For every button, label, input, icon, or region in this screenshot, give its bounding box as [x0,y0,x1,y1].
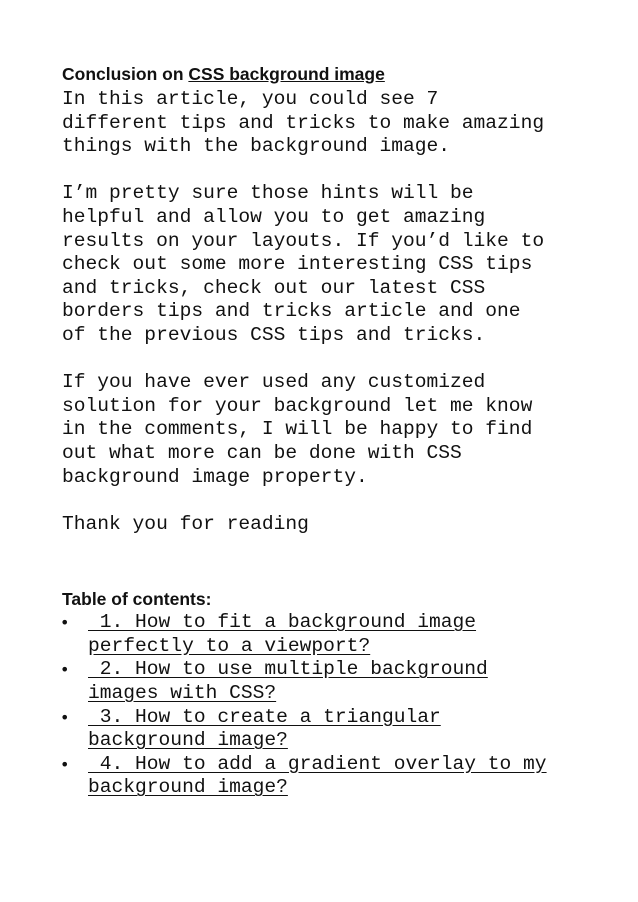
text-line: results on your layouts. If you’d like to [62,229,545,252]
text-line: I’m pretty sure those hints will be [62,182,474,205]
conclusion-paragraph-1 [62,88,582,159]
text-line: out what more can be done with CSS [62,441,462,464]
toc-item-3 [62,706,582,753]
text-line: solution for your background let me know [62,394,533,417]
bullet-icon: • [60,613,70,633]
bullet-icon: • [60,660,70,680]
text-line: in the comments, I will be happy to find [62,418,533,441]
article-page [62,62,582,800]
toc-item-2 [62,658,582,705]
text-line: different tips and tricks to make amazing [62,111,545,134]
toc-link-line[interactable]: 1. How to fit a background image [88,611,477,634]
conclusion-paragraph-3 [62,371,582,489]
toc-link-line[interactable]: background image? [88,776,288,799]
css-background-image-link[interactable]: CSS background image [188,64,385,84]
conclusion-heading [62,62,582,86]
toc-link-line[interactable]: 3. How to create a triangular [88,705,441,728]
text-line: check out some more interesting CSS tips [62,253,533,276]
toc-heading: Table of contents: [62,589,212,610]
text-line: and tricks, check out our latest CSS [62,276,486,299]
text-line: If you have ever used any customized [62,371,486,394]
conclusion-paragraph-2 [62,182,582,347]
toc-link-line[interactable]: perfectly to a viewport? [88,634,371,657]
toc-link-gradient-overlay[interactable] [88,753,582,800]
toc-link-line[interactable]: background image? [88,729,288,752]
toc-item-4 [62,753,582,800]
toc-link-triangular-background[interactable] [88,706,582,753]
text-line: of the previous CSS tips and tricks. [62,323,486,346]
toc-link-line[interactable]: images with CSS? [88,682,277,705]
toc-item-1 [62,611,582,658]
toc-link-line[interactable]: 4. How to add a gradient overlay to my [88,752,547,775]
bullet-icon: • [60,754,70,774]
bullet-icon: • [60,707,70,727]
text-line: borders tips and tricks article and one [62,300,521,323]
toc-link-multiple-backgrounds[interactable] [88,658,582,705]
text-line: helpful and allow you to get amazing [62,205,486,228]
toc-link-fit-viewport[interactable] [88,611,582,658]
text-line: In this article, you could see 7 [62,88,439,110]
toc-list [62,611,582,800]
toc-link-line[interactable]: 2. How to use multiple background [88,658,488,681]
text-line: things with the background image. [62,135,451,158]
conclusion-paragraph-4 [62,513,582,537]
text-line: Thank you for reading [62,512,309,535]
text-line: background image property. [62,465,368,488]
conclusion-heading-prefix: Conclusion on [62,64,189,84]
